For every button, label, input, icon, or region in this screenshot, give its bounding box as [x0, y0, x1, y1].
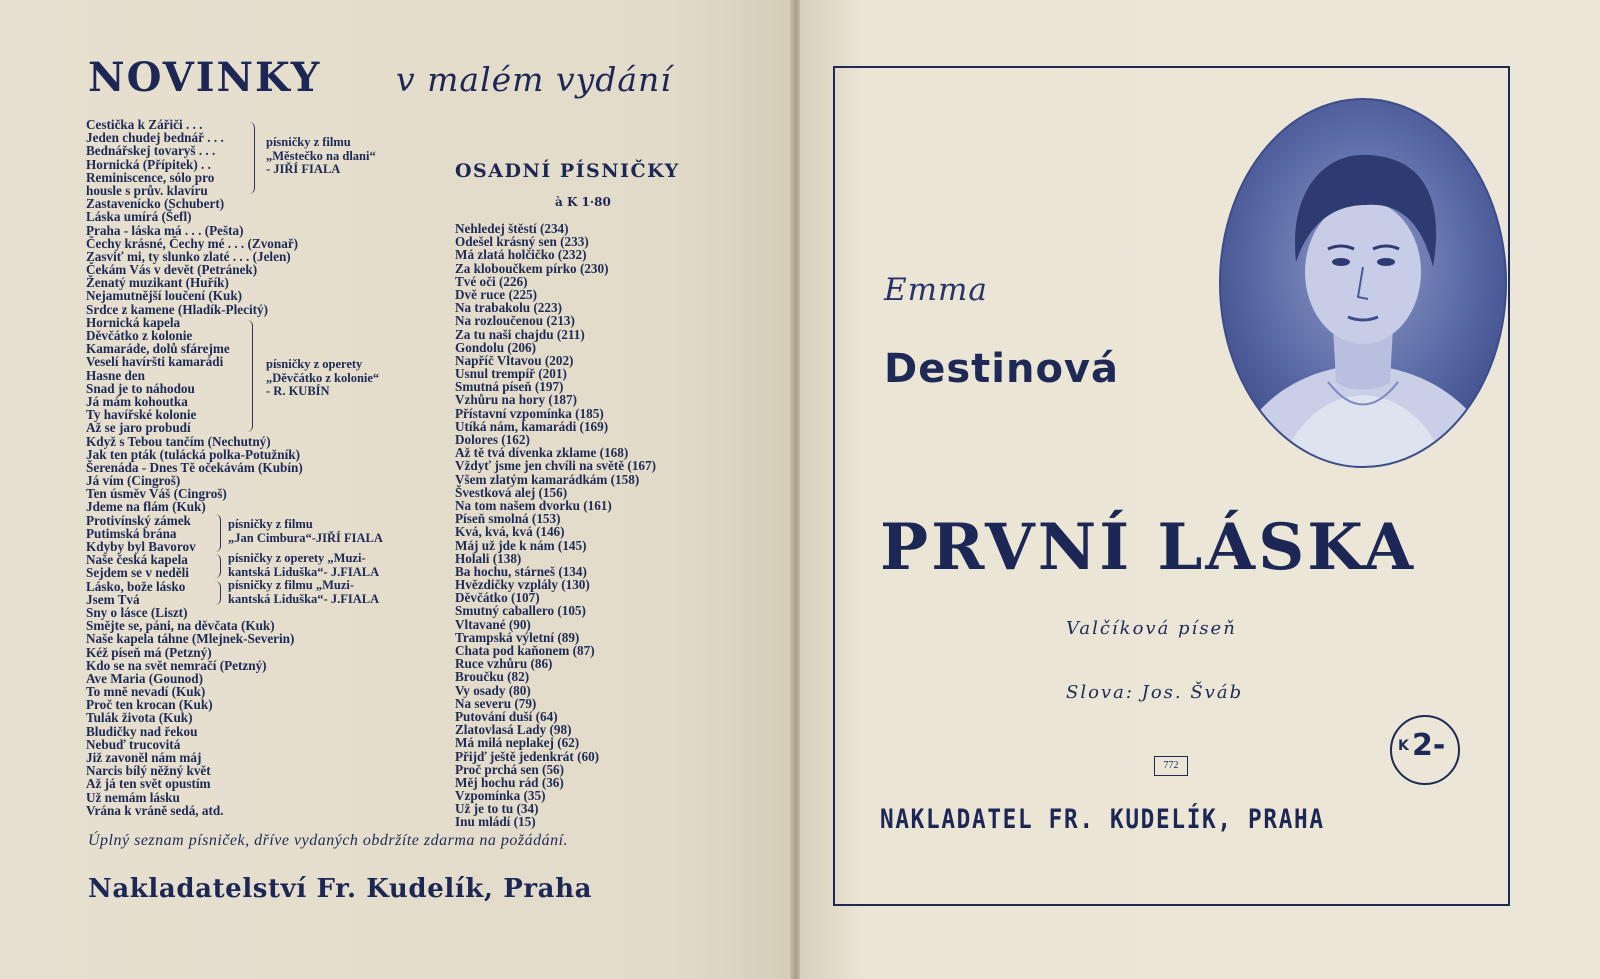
song-list-item: Vzhůru na hory (187) — [455, 392, 577, 408]
song-list-item: Bludičky nad řekou — [86, 723, 198, 739]
song-list-item: Veselí havíršti kamarádi — [86, 354, 224, 370]
song-list-item: Až já ten svět opustím — [86, 776, 211, 792]
song-list-item: Až se jaro probudí — [86, 420, 191, 436]
song-list-item: To mně nevadí (Kuk) — [86, 684, 206, 700]
song-list-item: Srdce z kamene (Hladík-Plecitý) — [86, 301, 269, 317]
song-list-item: Až tě tvá dívenka zklame (168) — [455, 445, 629, 461]
note-film1-line: písničky z filmu — [266, 135, 351, 149]
song-list-item: Přístavní vzpomínka (185) — [455, 405, 604, 421]
song-list-item: Když s Tebou tančím (Nechutný) — [86, 433, 271, 449]
song-list-item: Holali (138) — [455, 550, 522, 566]
bracket-film3 — [214, 581, 221, 605]
lyricist-credit: Slova: Jos. Šváb — [1066, 682, 1244, 703]
price-currency: K — [1398, 738, 1409, 754]
song-list-item: Nebuď trucovitá — [86, 736, 181, 752]
note-film2 — [228, 518, 383, 545]
song-list-item: Narcis bílý něžný květ — [86, 763, 211, 779]
song-list-item: Inu mládí (15) — [455, 814, 536, 830]
song-list-item: Proč ten krocan (Kuk) — [86, 697, 213, 713]
song-list-item: Jak ten pták (tulácká polka-Potužník) — [86, 446, 300, 462]
song-list-item: Trampská výletní (89) — [455, 629, 580, 645]
note-film2-line: písničky z filmu — [228, 517, 313, 531]
song-list-item: Na severu (79) — [455, 695, 537, 711]
novinky-subtitle: v malém vydání — [396, 60, 672, 99]
song-list-item: Putimská brána — [86, 525, 177, 541]
song-list-item: Vrána k vráně sedá, atd. — [86, 802, 224, 818]
song-list-item: Chata pod kaňonem (87) — [455, 643, 595, 658]
catalog-number: 772 — [1154, 756, 1188, 776]
song-list-item: Broučku (82) — [455, 669, 530, 685]
song-list-item: Naše kapela táhne (Mlejnek-Severin) — [86, 631, 295, 647]
song-list-item: Ty havířské kolonie — [86, 407, 197, 423]
song-list-item: Děvčátko z kolonie — [86, 328, 193, 343]
song-list-item: Čechy krásné, Čechy mé . . . (Zvonař) — [86, 235, 299, 251]
song-list-item: Odešel krásný sen (233) — [455, 234, 589, 250]
song-list-item: Tvé oči (226) — [455, 273, 528, 289]
note-film3-line: písničky z filmu „Muzi- — [228, 578, 355, 592]
song-list-item: Jdeme na flám (Kuk) — [86, 499, 206, 515]
song-list-item: Ženatý muzikant (Huřík) — [86, 275, 229, 291]
song-list-item: Píseň smolná (153) — [455, 511, 561, 527]
song-list-item: Sejdem se v neděli — [86, 565, 189, 581]
song-list-item: Gondolu (206) — [455, 339, 536, 355]
note-operetta-line: „Děvčátko z kolonie“ — [266, 370, 380, 385]
song-list-item: Na tom našem dvorku (161) — [455, 497, 612, 513]
song-list-item: Napříč Vltavou (202) — [455, 352, 574, 368]
song-list-item: Děvčátko (107) — [455, 590, 540, 606]
song-list-item: Kdyby byl Bavorov — [86, 539, 196, 554]
song-list-item: Ruce vzhůru (86) — [455, 656, 553, 672]
song-list-item: Lásko, bože lásko — [86, 578, 186, 594]
song-list-item: Vltavané (90) — [455, 616, 531, 632]
song-list-item: Smějte se, páni, na děvčata (Kuk) — [86, 618, 275, 634]
song-list-item: Vzpomínka (35) — [455, 788, 546, 804]
song-list-item: Hasne den — [86, 367, 145, 383]
song-list-item: Smutný caballero (105) — [455, 603, 586, 619]
song-list-item: Zasviť mi, ty slunko zlaté . . . (Jelen) — [86, 248, 291, 264]
song-list-item: Měj hochu rád (36) — [455, 774, 564, 790]
song-list-item: Už je to tu (34) — [455, 801, 539, 817]
osadni-song-list — [455, 222, 656, 829]
song-list-item: Na rozloučenou (213) — [455, 313, 575, 329]
song-list-item: Naše česká kapela — [86, 552, 188, 568]
song-list-item: Kdo se na svět nemračí (Petzný) — [86, 657, 267, 673]
song-list-item: Kéž píseň má (Petzný) — [86, 644, 212, 660]
song-list-item: Hvězdičky vzplály (130) — [455, 577, 590, 593]
song-list-item: Nehledej štěstí (234) — [455, 221, 569, 236]
song-list-item: Snad je to náhodou — [86, 380, 195, 396]
song-list-item: Praha - láska má . . . (Pešta) — [86, 222, 244, 238]
author-first-name: Emma — [884, 272, 988, 308]
song-list-item: Tulák života (Kuk) — [86, 710, 193, 726]
song-list-item: Bednářskej tovaryš . . . — [86, 143, 216, 159]
song-list-item: Proč prchá sen (56) — [455, 761, 565, 777]
song-list-item: Jeden chudej bednář . . . — [86, 130, 224, 146]
song-list-item: Má milá neplakej (62) — [455, 735, 580, 751]
note-film2-line: „Jan Cimbura“-JIŘÍ FIALA — [228, 530, 383, 545]
note-film3 — [228, 579, 379, 606]
note-film1-line: „Městečko na dlani“ — [266, 148, 376, 163]
song-list-item: Za tu naši chajdu (211) — [455, 326, 585, 342]
song-list-item: Švestková alej (156) — [455, 484, 568, 500]
song-list-item: Hornická (Přípitek) . . — [86, 156, 211, 172]
song-list-item: Kvá, kvá, kvá (146) — [455, 524, 565, 540]
full-list-note: Úplný seznam písniček, dříve vydaných obdržíte zdarma na požádání. — [88, 832, 569, 849]
note-operetta2-line: kantská Liduška“- J.FIALA — [228, 564, 380, 579]
song-list-item: Dvě ruce (225) — [455, 286, 538, 302]
song-list-item: Za kloboučkem pírko (230) — [455, 260, 609, 276]
song-list-item: Kamaráde, dolů sfárejme — [86, 341, 230, 357]
song-list-item: Všem zlatým kamarádkám (158) — [455, 471, 640, 487]
song-list-item: Máj už jde k nám (145) — [455, 537, 587, 553]
song-subtitle: Valčíková píseň — [1066, 618, 1237, 639]
song-list-item: Ba hochu, stárneš (134) — [455, 563, 587, 579]
song-list-item: Cestička k Zářiči . . . — [86, 117, 203, 132]
right-page-cover — [800, 0, 1600, 979]
bracket-film2 — [214, 514, 221, 552]
song-list-item: Nejamutnější loučení (Kuk) — [86, 288, 243, 304]
note-film1-line: - JIŘÍ FIALA — [266, 162, 341, 176]
note-operetta-line: - R. KUBÍN — [266, 384, 330, 398]
song-list-item: Dolores (162) — [455, 432, 530, 447]
bracket-film1 — [248, 122, 255, 194]
right-publisher: NAKLADATEL FR. KUDELÍK, PRAHA — [880, 804, 1325, 835]
song-list-item: Ave Maria (Gounod) — [86, 670, 203, 686]
note-operetta2 — [228, 552, 379, 579]
left-page — [0, 0, 792, 979]
song-list-item: Zlatovlasá Lady (98) — [455, 722, 572, 738]
osadni-title: OSADNÍ PÍSNIČKY — [455, 160, 680, 182]
song-list-item: Má zlatá holčičko (232) — [455, 247, 587, 263]
note-film1 — [266, 136, 376, 177]
note-operetta-line: písničky z operety — [266, 357, 363, 371]
song-title: PRVNÍ LÁSKA — [880, 510, 1416, 585]
bracket-operetta — [246, 320, 253, 432]
song-list-item: Na trabakolu (223) — [455, 300, 562, 316]
note-film3-line: kantská Liduška“- J.FIALA — [228, 591, 380, 606]
portrait-oval — [1218, 97, 1508, 469]
song-list-item: Jsem Tvá — [86, 591, 140, 607]
author-last-name: Destinová — [884, 346, 1119, 392]
song-list-item: Zastavenícko (Schubert) — [86, 196, 225, 212]
song-list-item: Já vím (Cingroš) — [86, 473, 181, 489]
osadni-price: à K 1·80 — [555, 195, 611, 209]
song-list-item: Čekám Vás v devět (Petránek) — [86, 262, 258, 278]
song-list-item: Smutná píseň (197) — [455, 379, 564, 395]
song-list-item: Přijď ještě jedenkrát (60) — [455, 748, 600, 764]
song-list-item: Utíká nám, kamarádi (169) — [455, 418, 609, 434]
price-value: 2- — [1412, 728, 1446, 763]
song-list-item: Usnul trempíř (201) — [455, 366, 567, 382]
song-list-item: Vy osady (80) — [455, 682, 531, 698]
note-operetta — [266, 358, 379, 399]
song-list-item: Láska umírá (Šefl) — [86, 209, 192, 225]
novinky-title: NOVINKY — [88, 54, 322, 101]
song-list-item: Reminiscence, sólo pro — [86, 169, 215, 185]
song-list-item: Ten úsměv Váš (Cingroš) — [86, 486, 227, 502]
song-list-item: housle s prův. klavíru — [86, 182, 208, 198]
song-list-item: Vždyť jsme jen chvíli na světě (167) — [455, 458, 656, 474]
song-list-item: Putování duší (64) — [455, 708, 558, 724]
song-list-item: Protivínský zámek — [86, 512, 191, 528]
song-list-item: Již zavoněl nám máj — [86, 750, 202, 765]
bracket-operetta2 — [214, 554, 221, 578]
song-list-item: Hornická kapela — [86, 314, 181, 330]
novinky-song-list — [86, 118, 303, 817]
song-list-item: Už nemám lásku — [86, 789, 180, 805]
song-list-item: Sny o lásce (Liszt) — [86, 604, 188, 620]
song-list-item: Já mám kohoutka — [86, 393, 188, 409]
note-operetta2-line: písničky z operety „Muzi- — [228, 551, 366, 565]
song-list-item: Šerenáda - Dnes Tě očekávám (Kubín) — [86, 459, 303, 475]
left-publisher: Nakladatelství Fr. Kudelík, Praha — [88, 874, 593, 904]
